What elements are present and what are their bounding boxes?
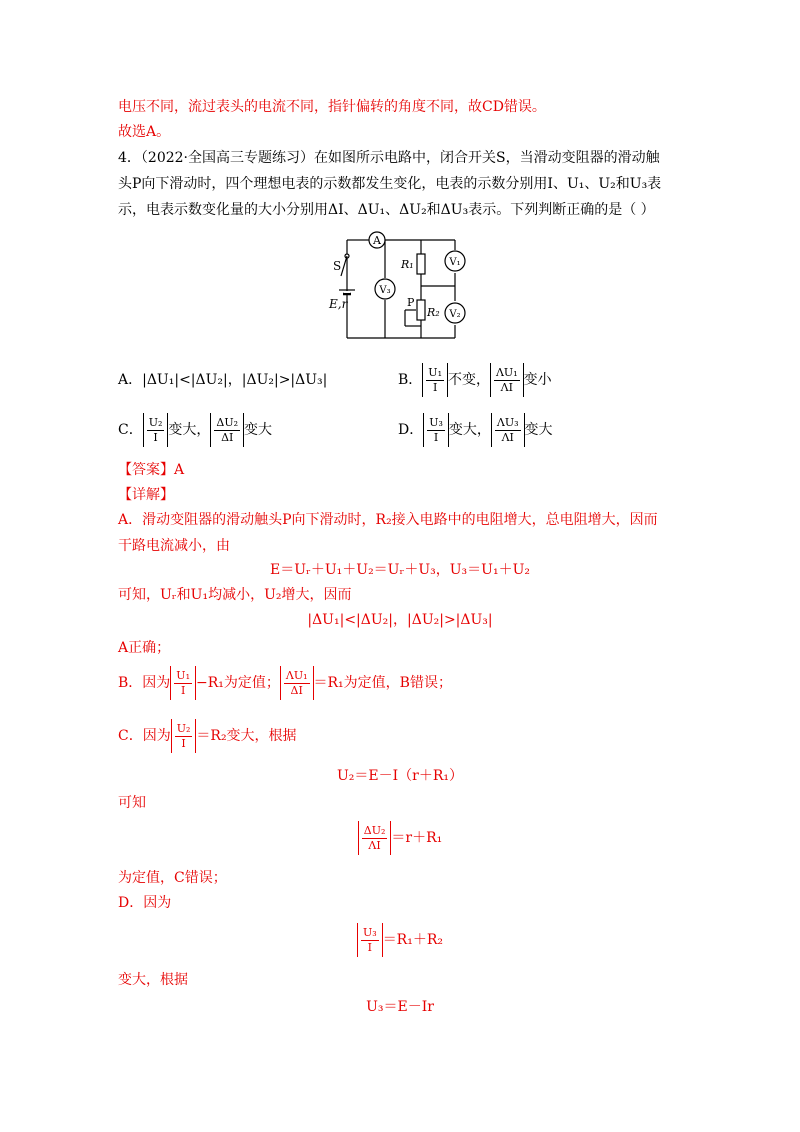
switch-label: S [333, 259, 342, 273]
question-line-1 [118, 148, 660, 168]
source-label: E,r [329, 297, 348, 311]
solution-c-line-3: 为定值，C错误； [118, 870, 227, 886]
equation-2: |ΔU₁|<|ΔU₂|，|ΔU₂|>|ΔU₃| [307, 612, 493, 628]
question-text-1: （2022·全国高三专题练习）在如图所示电路中，闭合开关S，当滑动变阻器的滑动触 [140, 150, 660, 166]
answer-label: 【答案】A [118, 462, 185, 478]
solution-a-line-2: 干路电流减小，由 [118, 538, 230, 554]
solution-c-line-2: 可知 [118, 795, 146, 811]
v2-label: V₂ [449, 309, 461, 320]
question-number: 4． [118, 150, 141, 166]
solution-a-line-4: A正确； [118, 640, 171, 656]
solution-c: C．因为 $\frac{\text{U₂}}{I}$ ＝R₂变大，根据 [118, 716, 297, 756]
circuit-diagram [325, 228, 475, 344]
option-c: C． $\frac{\text{U₂}}{I}$ 变大， $\frac{\text{ΔU₂}}{\Delta I}$ 变大 [118, 410, 272, 450]
option-d: D． $\frac{\text{U₃}}{I}$ 变大， $\frac{\text{ΛU₃}}{\Lambda I}$ 变大 [398, 410, 553, 450]
r2-label: R₂ [427, 306, 440, 319]
solution-d-line-1: D．因为 [118, 895, 172, 911]
equation-5: $\frac{\text{U₃}}{I}$ ＝R₁＋R₂ [0, 920, 800, 960]
option-b: B． $\frac{\text{U₁}}{I}$ 不变， $\frac{\text{ΛU₁}}{\Lambda I}$ 变小 [398, 360, 552, 400]
r1-label: R₁ [401, 258, 414, 271]
v1-label: V₁ [449, 257, 461, 268]
intro-line-2: 故选A。 [118, 124, 171, 140]
equation-3: U₂＝E－I（r＋R₁） [336, 768, 463, 784]
detail-label: 【详解】 [118, 487, 174, 503]
solution-a-line-1: A．滑动变阻器的滑动触头P向下滑动时，R₂接入电路中的电阻增大，总电阻增大，因而 [118, 512, 658, 528]
question-line-3: 示，电表示数变化量的大小分别用ΔI、ΔU₁、ΔU₂和ΔU₃表示。下列判断正确的是（ ） [118, 202, 655, 218]
equation-4: $\frac{\text{ΔU₂}}{\Lambda I}$ ＝r＋R₁ [0, 818, 800, 858]
solution-d-line-2: 变大，根据 [118, 972, 188, 988]
option-a: A．|ΔU₁|<|ΔU₂|，|ΔU₂|>|ΔU₃| [118, 372, 328, 388]
equation-6: U₃＝E－Ir [366, 999, 434, 1015]
question-line-2: 头P向下滑动时，四个理想电表的示数都发生变化，电表的示数分别用I、U₁、U₂和U₃表 [118, 176, 662, 192]
ammeter-label: A [373, 234, 381, 247]
p-label: P [407, 296, 415, 309]
v3-label: V₃ [379, 285, 391, 296]
equation-1: E＝Uᵣ＋U₁＋U₂＝Uᵣ＋U₃，U₃＝U₁＋U₂ [269, 562, 530, 578]
solution-b: B．因为 $\frac{\text{U₁}}{I}$ −R₁为定值； $\frac{\text{ΛU₁}}{\Delta I}$ ＝R₁为定值，B错误； [118, 663, 452, 703]
intro-line-1: 电压不同，流过表头的电流不同，指针偏转的角度不同，故CD错误。 [118, 99, 546, 115]
solution-a-line-3: 可知，Uᵣ和U₁均减小，U₂增大，因而 [118, 587, 352, 603]
